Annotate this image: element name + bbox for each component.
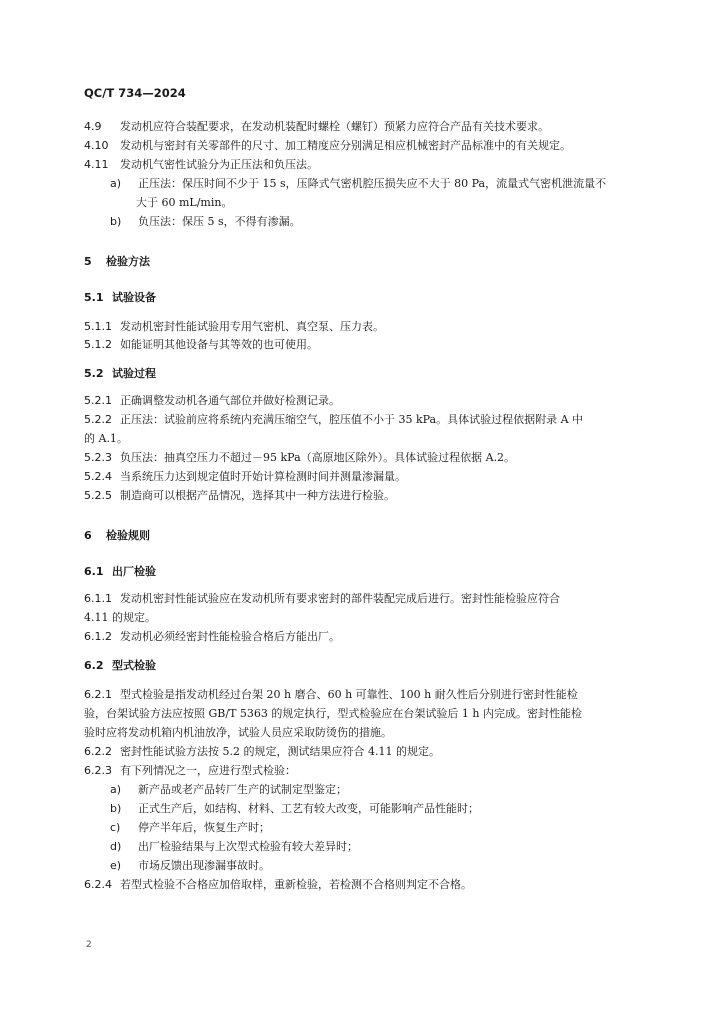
- clause-6-2-3-d: d) 出厂检验结果与上次型式检验有较大差异时；: [110, 840, 358, 853]
- clause-5-2-4: 5.2.4 当系统压力达到规定值时开始计算检测时间并测量渗漏量。: [84, 470, 406, 483]
- standard-code-header: QC/T 734—2024: [84, 86, 186, 100]
- section-6-heading: 6 检验规则: [84, 529, 150, 542]
- clause-5-2-1: 5.2.1 正确调整发动机各通气部位并做好检测记录。: [84, 394, 340, 407]
- clause-4-11-a-cont: 大于 60 mL/min。: [136, 196, 233, 209]
- section-5-2-heading: 5.2 试验过程: [84, 367, 156, 380]
- clause-6-2-3-c: c) 停产半年后，恢复生产时；: [110, 821, 270, 834]
- section-6-2-heading: 6.2 型式检验: [84, 659, 156, 672]
- clause-6-1-1: 6.1.1 发动机密封性能试验应在发动机所有要求密封的部件装配完成后进行。密封性能检验应符合: [84, 592, 560, 605]
- clause-6-2-1-cont-1: 验，台架试验方法应按照 GB/T 5363 的规定执行，型式检验应在台架试验后 1 h 内完成。密封性能检: [84, 707, 582, 720]
- clause-4-9: 4.9 发动机应符合装配要求，在发动机装配时螺栓（螺钉）预紧力应符合产品有关技术要求。: [84, 120, 549, 133]
- clause-6-2-2: 6.2.2 密封性能试验方法按 5.2 的规定，测试结果应符合 4.11 的规定。: [84, 745, 440, 758]
- clause-6-2-3-e: e) 市场反馈出现渗漏事故时。: [110, 859, 270, 872]
- clause-5-2-5: 5.2.5 制造商可以根据产品情况，选择其中一种方法进行检验。: [84, 489, 395, 502]
- clause-6-2-1-cont-2: 验时应将发动机箱内机油放净，试验人员应采取防烫伤的措施。: [84, 726, 392, 739]
- clause-5-2-2-cont: 的 A.1。: [84, 432, 128, 445]
- clause-4-11-b: b) 负压法：保压 5 s，不得有渗漏。: [110, 215, 301, 228]
- clause-5-2-3: 5.2.3 负压法：抽真空压力不超过－95 kPa（高原地区除外）。具体试验过程依据 A.2。: [84, 451, 516, 464]
- clause-6-2-3-b: b) 正式生产后，如结构、材料、工艺有较大改变，可能影响产品性能时；: [110, 802, 479, 815]
- page-number: 2: [86, 940, 92, 950]
- clause-6-1-1-cont: 4.11 的规定。: [84, 611, 156, 624]
- clause-4-11: 4.11 发动机气密性试验分为正压法和负压法。: [84, 158, 318, 171]
- clause-5-1-1: 5.1.1 发动机密封性能试验用专用气密机、真空泵、压力表。: [84, 320, 384, 333]
- clause-5-2-2: 5.2.2 正压法：试验前应将系统内充满压缩空气，腔压值不小于 35 kPa。具体试验过程依据附录 A 中: [84, 413, 584, 426]
- clause-6-2-3: 6.2.3 有下列情况之一，应进行型式检验：: [84, 764, 296, 777]
- clause-6-2-1: 6.2.1 型式检验是指发动机经过台架 20 h 磨合、60 h 可靠性、100 h 耐久性后分别进行密封性能检: [84, 688, 578, 701]
- section-5-1-heading: 5.1 试验设备: [84, 291, 156, 304]
- clause-6-2-3-a: a) 新产品或老产品转厂生产的试制定型鉴定；: [110, 783, 347, 796]
- clause-4-10: 4.10 发动机与密封有关零部件的尺寸、加工精度应分别满足相应机械密封产品标准中的有关规定。: [84, 139, 571, 152]
- section-5-heading: 5 检验方法: [84, 255, 150, 268]
- clause-5-1-2: 5.1.2 如能证明其他设备与其等效的也可使用。: [84, 338, 318, 351]
- clause-4-11-a: a) 正压法：保压时间不少于 15 s，压降式气密机腔压损失应不大于 80 Pa，流量式气密机泄流量不: [110, 177, 607, 190]
- section-6-1-heading: 6.1 出厂检验: [84, 565, 156, 578]
- clause-6-2-4: 6.2.4 若型式检验不合格应加倍取样，重新检验，若检测不合格则判定不合格。: [84, 878, 472, 891]
- clause-6-1-2: 6.1.2 发动机必须经密封性能检验合格后方能出厂。: [84, 630, 340, 643]
